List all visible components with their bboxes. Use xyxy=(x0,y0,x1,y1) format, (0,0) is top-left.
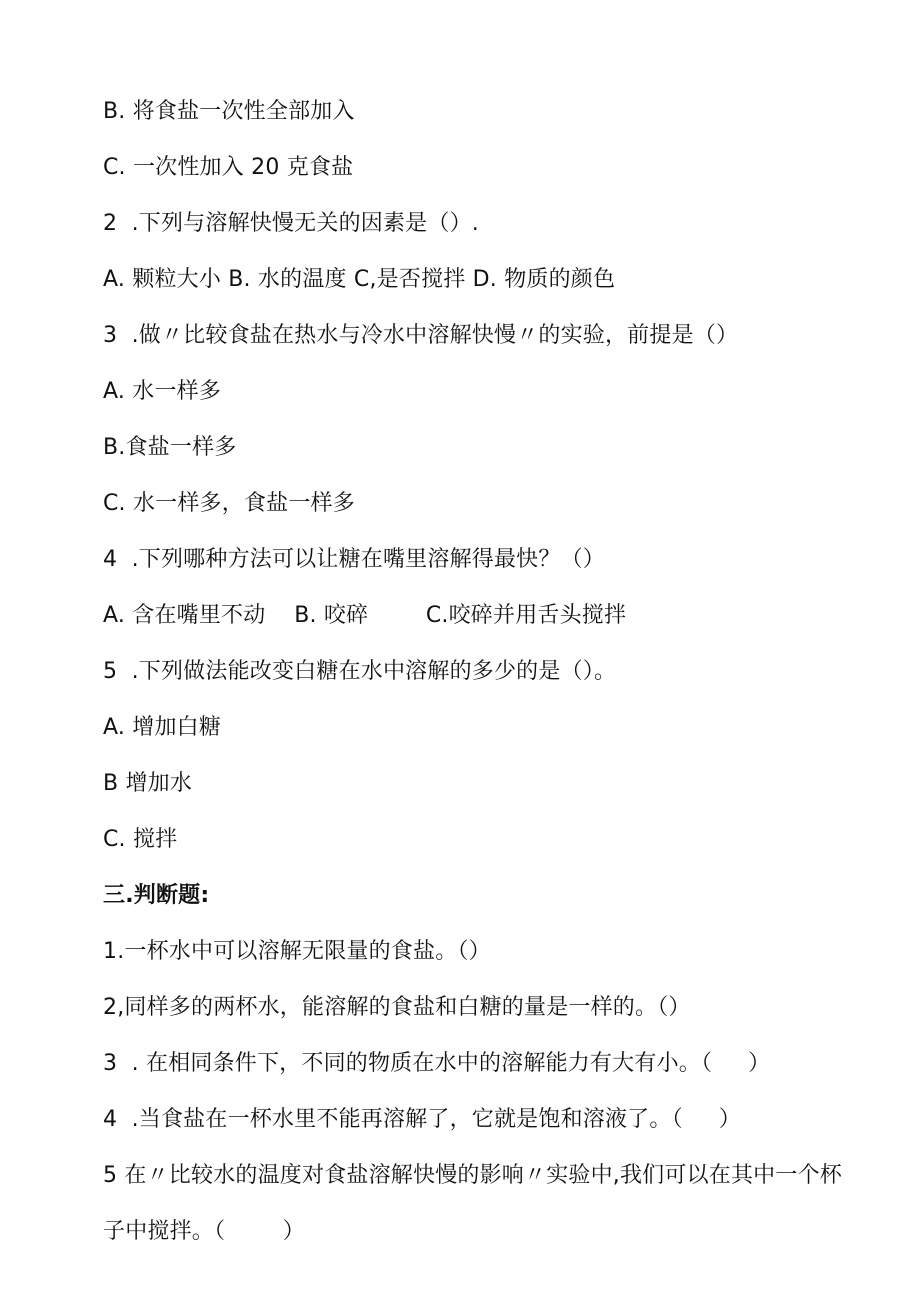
option-b-add-all-salt: B. 将食盐一次性全部加入 xyxy=(103,99,355,124)
question-3: 3 .做〃比较食盐在热水与冷水中溶解快慢〃的实验，前提是（） xyxy=(103,323,739,348)
judgment-4: 4 .当食盐在一杯水里不能再溶解了，它就是饱和溶液了。（ ） xyxy=(103,1107,741,1132)
section-heading-true-false: 三.判断题: xyxy=(103,883,210,908)
question-5: 5 .下列做法能改变白糖在水中溶解的多少的是（）。 xyxy=(103,659,617,684)
judgment-1: 1.一杯水中可以溶解无限量的食盐。（） xyxy=(103,939,491,964)
judgment-3: 3 . 在相同条件下，不同的物质在水中的溶解能力有大有小。（ ） xyxy=(103,1051,771,1076)
question-3-option-b: B.食盐一样多 xyxy=(103,435,237,460)
judgment-2: 2,同样多的两杯水，能溶解的食盐和白糖的量是一样的。（） xyxy=(103,995,691,1020)
question-5-option-a: A. 增加白糖 xyxy=(103,715,222,740)
question-3-option-c: C. 水一样多，食盐一样多 xyxy=(103,491,355,516)
question-5-option-b: B 增加水 xyxy=(103,771,193,796)
question-4-options: A. 含在嘴里不动 B. 咬碎 C.咬碎并用舌头搅拌 xyxy=(103,603,627,628)
question-2-options: A. 颗粒大小 B. 水的温度 C,是否搅拌 D. 物质的颜色 xyxy=(103,267,616,292)
question-2: 2 .下列与溶解快慢无关的因素是（）. xyxy=(103,211,479,236)
option-c-add-20g-salt: C. 一次性加入 20 克食盐 xyxy=(103,155,354,180)
question-3-option-a: A. 水一样多 xyxy=(103,379,222,404)
judgment-5-continued: 子中搅拌。（ ） xyxy=(103,1219,305,1244)
question-4: 4 .下列哪种方法可以让糖在嘴里溶解得最快？（） xyxy=(103,547,605,572)
judgment-5: 5 在〃比较水的温度对食盐溶解快慢的影响〃实验中,我们可以在其中一个杯 xyxy=(103,1163,842,1188)
question-5-option-c: C. 搅拌 xyxy=(103,827,178,852)
